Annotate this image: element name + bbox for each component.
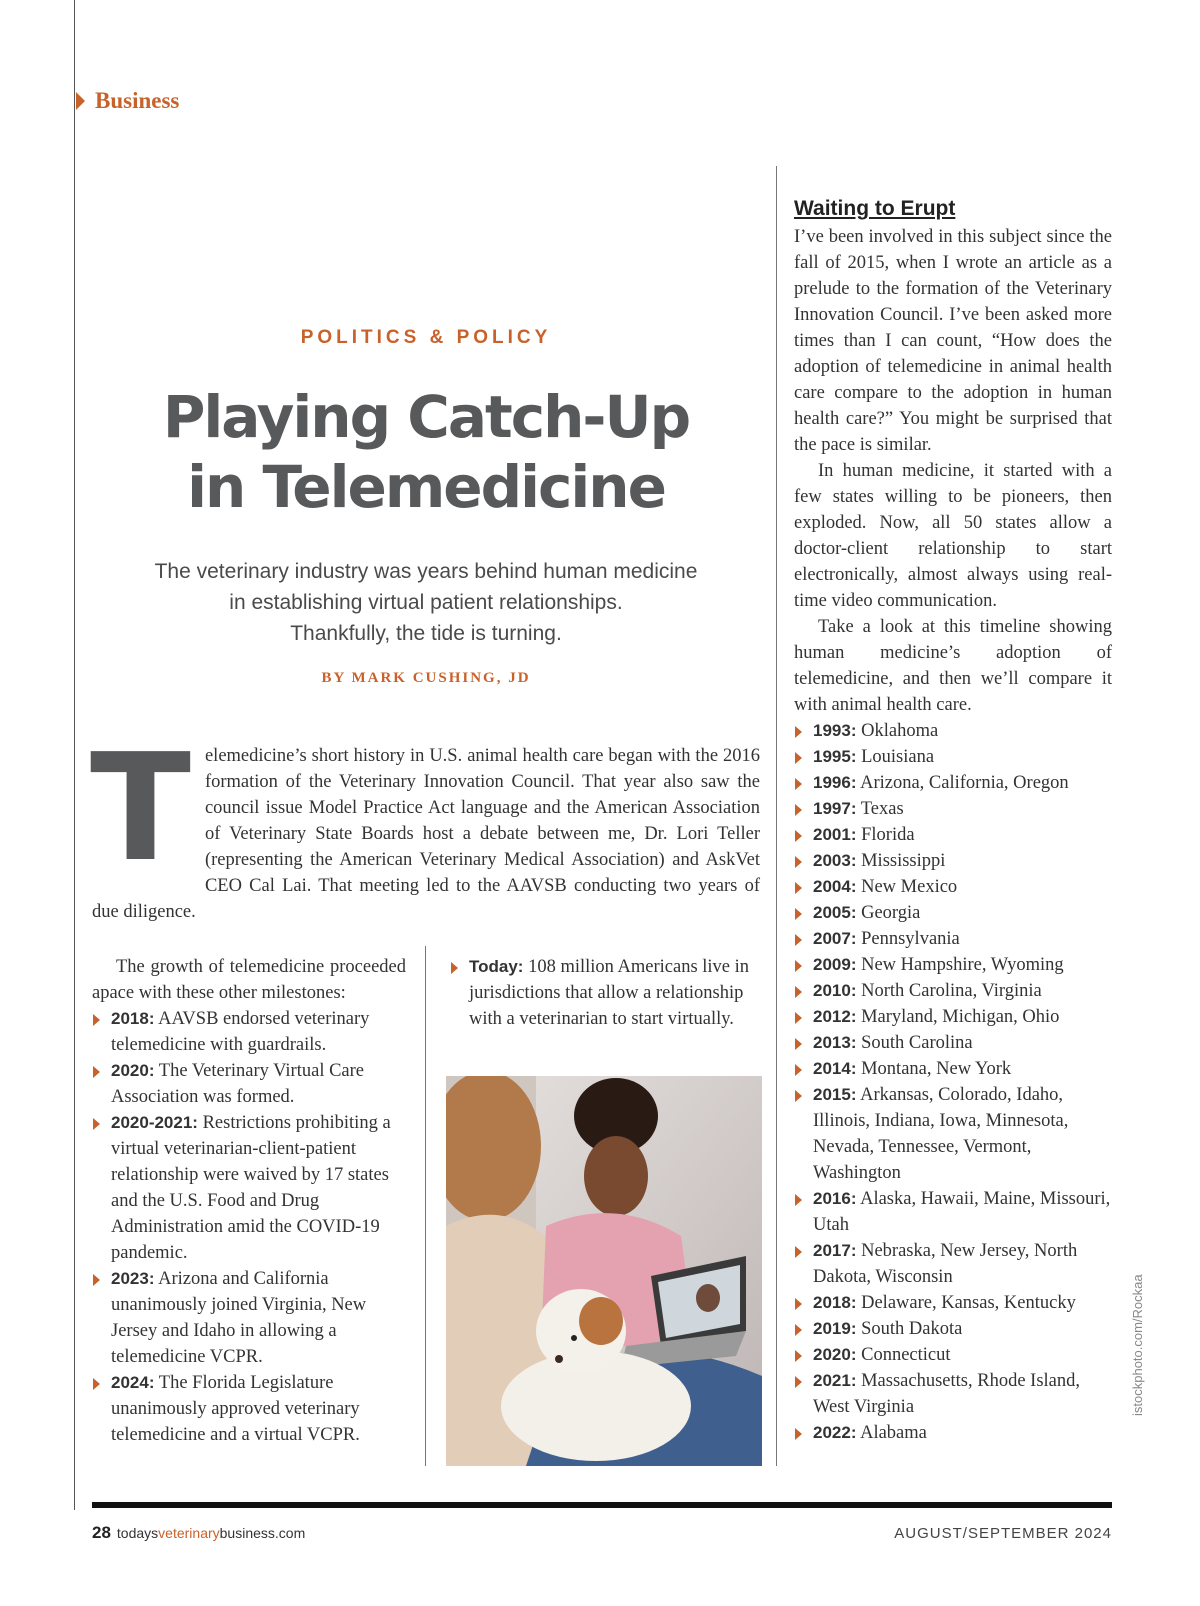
list-item (794, 1420, 1112, 1446)
list-item (794, 770, 1112, 796)
list-item-text: Pennsylvania (856, 929, 960, 949)
column-1 (92, 954, 406, 1448)
column-divider-2 (776, 166, 777, 1466)
list-item-text: Delaware, Kansas, Kentucky (856, 1293, 1076, 1313)
section-arrow-icon (76, 92, 85, 110)
list-item (794, 1056, 1112, 1082)
section-name: Business (95, 88, 180, 113)
list-item-text: Arizona and California unanimously joined Virginia, New Jersey and Idaho in allowing a telemedicine VCPR. (111, 1269, 367, 1367)
list-item-year: 2013: (813, 1033, 857, 1052)
milestones-lead: The growth of telemedicine proceeded apace with these other milestones: (92, 957, 406, 1003)
list-item-year: 2019: (813, 1319, 857, 1338)
list-item-text: Louisiana (856, 747, 935, 767)
subhead-waiting-to-erupt: Waiting to Erupt (794, 197, 956, 220)
column-2 (450, 954, 760, 1032)
list-item (794, 874, 1112, 900)
list-item-year: 2020-2021: (111, 1113, 198, 1132)
list-item-text: Florida (856, 825, 915, 845)
footer-rule (92, 1502, 1112, 1508)
site-accent: veterinary (158, 1525, 220, 1541)
list-item-year: 2021: (813, 1371, 857, 1390)
dek-line-3: Thankfully, the tide is turning. (290, 622, 562, 645)
column-divider-1 (425, 946, 426, 1466)
list-item-text: South Dakota (856, 1319, 963, 1339)
timeline-list (794, 718, 1112, 1446)
list-item (794, 1238, 1112, 1290)
list-item-year: 1993: (813, 721, 857, 740)
section-label (76, 88, 179, 114)
list-item-year: 2020: (111, 1061, 155, 1080)
list-item-text: Arizona, California, Oregon (856, 773, 1069, 793)
list-item-text: Alabama (856, 1423, 927, 1443)
list-item-text: North Carolina, Virginia (856, 981, 1042, 1001)
today-list (450, 954, 760, 1032)
col3-paragraph: Take a look at this timeline showing human medicine’s adoption of telemedicine, and then we’ll compare it with animal health care. (794, 617, 1112, 715)
list-item-year: 2010: (813, 981, 857, 1000)
list-item (450, 954, 760, 1032)
list-item (794, 1316, 1112, 1342)
list-item-year: 2022: (813, 1423, 857, 1442)
headline-line-1: Playing Catch-Up (162, 383, 690, 451)
list-item (794, 744, 1112, 770)
list-item-text: The Veterinary Virtual Care Association was formed. (111, 1061, 365, 1107)
list-item-year: 2015: (813, 1085, 857, 1104)
byline: BY MARK CUSHING, JD (321, 670, 531, 686)
site-suffix: business.com (219, 1525, 306, 1541)
milestones-list (92, 1006, 406, 1448)
list-item-year: 2014: (813, 1059, 857, 1078)
list-item-year: Today: (469, 957, 524, 976)
list-item-text: 108 million Americans live in jurisdictions that allow a relationship with a veterinarian to start virtually. (469, 957, 750, 1029)
list-item (794, 718, 1112, 744)
list-item-year: 1996: (813, 773, 857, 792)
list-item-text: AAVSB endorsed veterinary telemedicine with guardrails. (111, 1009, 370, 1055)
list-item-text: Texas (856, 799, 904, 819)
list-item (794, 952, 1112, 978)
list-item-year: 2017: (813, 1241, 857, 1260)
list-item (794, 796, 1112, 822)
headline (92, 382, 760, 522)
list-item-text: Arkansas, Colorado, Idaho, Illinois, Indiana, Iowa, Minnesota, Nevada, Tennessee, Vermont, Washington (813, 1085, 1069, 1183)
list-item-text: Alaska, Hawaii, Maine, Missouri, Utah (813, 1189, 1111, 1235)
list-item-text: Mississippi (856, 851, 946, 871)
site-prefix: todays (116, 1525, 159, 1541)
list-item-year: 2024: (111, 1373, 155, 1392)
intro-text: elemedicine’s short history in U.S. animal health care began with the 2016 formation of the Veterinary Innovation Council. That year also saw the council issue Model Practice Act language and the American Association of Veterinary State Boards host a debate between me, Dr. Lori Teller (representing the American Veterinary Medical Association) and AskVet CEO Cal Lai. That meeting led to the AAVSB conducting two years of due diligence. (92, 746, 760, 922)
list-item-text: New Hampshire, Wyoming (856, 955, 1064, 975)
list-item (794, 1030, 1112, 1056)
list-item-year: 1997: (813, 799, 857, 818)
list-item (92, 1370, 406, 1448)
list-item-year: 2009: (813, 955, 857, 974)
list-item-text: Nebraska, New Jersey, North Dakota, Wisconsin (813, 1241, 1078, 1287)
list-item-text: Restrictions prohibiting a virtual veterinarian-client-patient relationship were waived by 17 states and the U.S. Food and Drug Administration amid the COVID-19 pandemic. (111, 1113, 391, 1263)
department-kicker: POLITICS & POLICY (300, 327, 552, 348)
list-item (794, 848, 1112, 874)
list-item (794, 1004, 1112, 1030)
list-item-year: 2016: (813, 1189, 857, 1208)
column-3 (794, 196, 1112, 1446)
list-item (92, 1006, 406, 1058)
list-item-year: 2020: (813, 1345, 857, 1364)
list-item (92, 1110, 406, 1266)
list-item-year: 2018: (111, 1009, 155, 1028)
dek-line-1: The veterinary industry was years behind human medicine (154, 560, 698, 583)
issue-date: AUGUST/SEPTEMBER 2024 (894, 1525, 1112, 1542)
list-item-text: Montana, New York (856, 1059, 1012, 1079)
photo-credit: istockphoto.com/Rockaa (1130, 1274, 1145, 1416)
list-item (92, 1058, 406, 1110)
headline-line-2: in Telemedicine (187, 453, 665, 521)
list-item (794, 900, 1112, 926)
list-item-text: The Florida Legislature unanimously approved veterinary telemedicine and a virtual VCPR. (111, 1373, 360, 1445)
list-item-text: New Mexico (856, 877, 958, 897)
list-item (794, 1186, 1112, 1238)
list-item-text: Georgia (856, 903, 921, 923)
list-item (794, 1082, 1112, 1186)
list-item-text: Maryland, Michigan, Ohio (856, 1007, 1060, 1027)
list-item-year: 2001: (813, 825, 857, 844)
list-item-text: South Carolina (856, 1033, 973, 1053)
list-item-year: 2004: (813, 877, 857, 896)
list-item (794, 978, 1112, 1004)
list-item (794, 822, 1112, 848)
list-item-year: 2003: (813, 851, 857, 870)
intro-paragraph (90, 722, 760, 925)
list-item-text: Oklahoma (856, 721, 939, 741)
drop-cap: T (90, 722, 191, 894)
left-margin-rule (74, 0, 75, 1510)
footer-folio (92, 1523, 305, 1543)
list-item-year: 2012: (813, 1007, 857, 1026)
article-photo (446, 1076, 762, 1466)
list-item (794, 1368, 1112, 1420)
page-number: 28 (92, 1523, 111, 1542)
list-item (794, 1290, 1112, 1316)
list-item-year: 2007: (813, 929, 857, 948)
list-item (794, 926, 1112, 952)
list-item-text: Massachusetts, Rhode Island, West Virginia (813, 1371, 1080, 1417)
col3-paragraph: I’ve been involved in this subject since the fall of 2015, when I wrote an article as a prelude to the formation of the Veterinary Innovation Council. I’ve been asked more times than I can count, “How does the adoption of telemedicine in animal health care compare to the adoption in human health care?” You might be surprised that the pace is similar. (794, 227, 1112, 455)
dek-line-2: in establishing virtual patient relationships. (229, 591, 623, 614)
list-item-year: 2018: (813, 1293, 857, 1312)
col3-paragraph: In human medicine, it started with a few states willing to be pioneers, then exploded. Now, all 50 states allow a doctor-client relationship to start electronically, almost always using real-time video communication. (794, 461, 1112, 611)
dek (120, 556, 732, 649)
list-item-year: 2005: (813, 903, 857, 922)
list-item-year: 1995: (813, 747, 857, 766)
list-item (92, 1266, 406, 1370)
list-item-year: 2023: (111, 1269, 155, 1288)
list-item (794, 1342, 1112, 1368)
list-item-text: Connecticut (856, 1345, 951, 1365)
photo-woman-dog-laptop-image (446, 1076, 762, 1466)
